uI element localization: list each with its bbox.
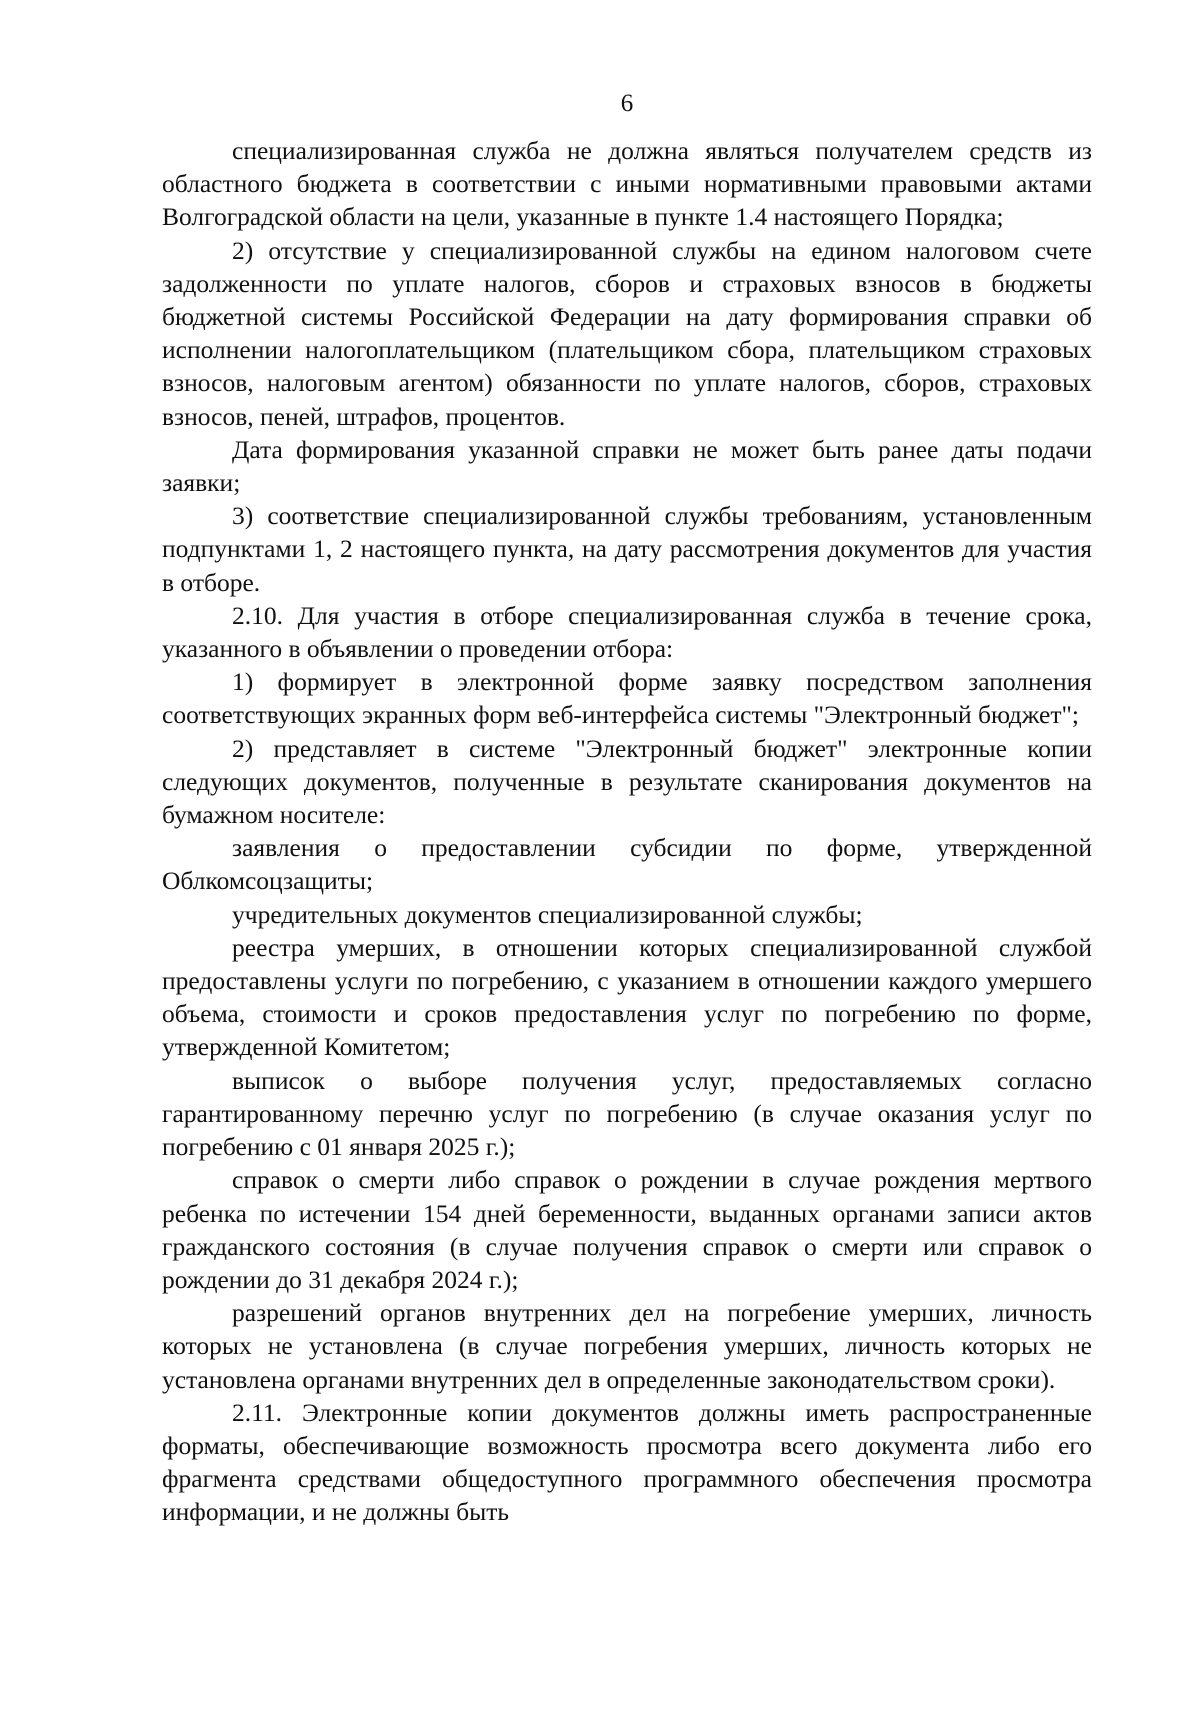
- paragraph: 2) представляет в системе "Электронный бюджет" электронные копии следующих документов, полученные в результате сканирования документов на бумажном носителе:: [162, 733, 1092, 830]
- paragraph: учредительных документов специализированной службы;: [232, 899, 863, 929]
- paragraph: выписок о выборе получения услуг, предоставляемых согласно гарантированному перечню услуг по погребению (в случае оказания услуг по погребению с 01 января 2025 г.);: [162, 1065, 1092, 1162]
- paragraph: 2.11. Электронные копии документов должны иметь распространенные форматы, обеспечивающие возможность просмотра всего документа либо его фрагмента средствами общедоступного программного обеспечения просмотра информации, и не должны быть: [162, 1397, 1092, 1527]
- paragraph: 1) формирует в электронной форме заявку посредством заполнения соответствующих экранных форм веб-интерфейса системы "Электронный бюджет";: [162, 667, 1092, 730]
- paragraph: заявления о предоставлении субсидии по форме, утвержденной Облкомсоцзащиты;: [162, 833, 1092, 896]
- paragraph: 3) соответствие специализированной службы требованиям, установленным подпунктами 1, 2 настоящего пункта, на дату рассмотрения документов для участия в отборе.: [162, 501, 1092, 597]
- paragraph: реестра умерших, в отношении которых специализированной службой предоставлены услуги по погребению, с указанием в отношении каждого умершего объема, стоимости и сроков предоставления услуг по погребению по форме, утвержденной Комитетом;: [162, 932, 1092, 1062]
- page-number: 6: [620, 90, 634, 117]
- paragraph: 2) отсутствие у специализированной службы на едином налоговом счете задолженности по уплате налогов, сборов и страховых взносов в бюджеты бюджетной системы Российской Федерации на дату формирования справки об исполнении налогоплательщиком (плательщиком сбора, плательщиком страховых взносов, налоговым агентом) обязанности по уплате налогов, сборов, страховых взносов, пеней, штрафов, процентов.: [162, 235, 1092, 431]
- paragraph: Дата формирования указанной справки не может быть ранее даты подачи заявки;: [162, 434, 1092, 498]
- paragraph: справок о смерти либо справок о рождении в случае рождения мертвого ребенка по истечении 154 дней беременности, выданных органами записи актов гражданского состояния (в случае получения справок о смерти или справок о рождении до 31 декабря 2024 г.);: [162, 1165, 1092, 1294]
- paragraph-continuation: специализированная служба не должна являться получателем средств из областного бюджета в соответствии с иными нормативными правовыми актами Волгоградской области на цели, указанные в пункте 1.4 настоящего Порядка;: [162, 136, 1092, 232]
- paragraph: разрешений органов внутренних дел на погребение умерших, личность которых не установлена (в случае погребения умерших, личность которых не установлена органами внутренних дел в определенные законодательством сроки).: [162, 1298, 1092, 1394]
- document-body: [162, 134, 1092, 1529]
- paragraph: 2.10. Для участия в отборе специализированная служба в течение срока, указанного в объявлении о проведении отбора:: [162, 600, 1092, 664]
